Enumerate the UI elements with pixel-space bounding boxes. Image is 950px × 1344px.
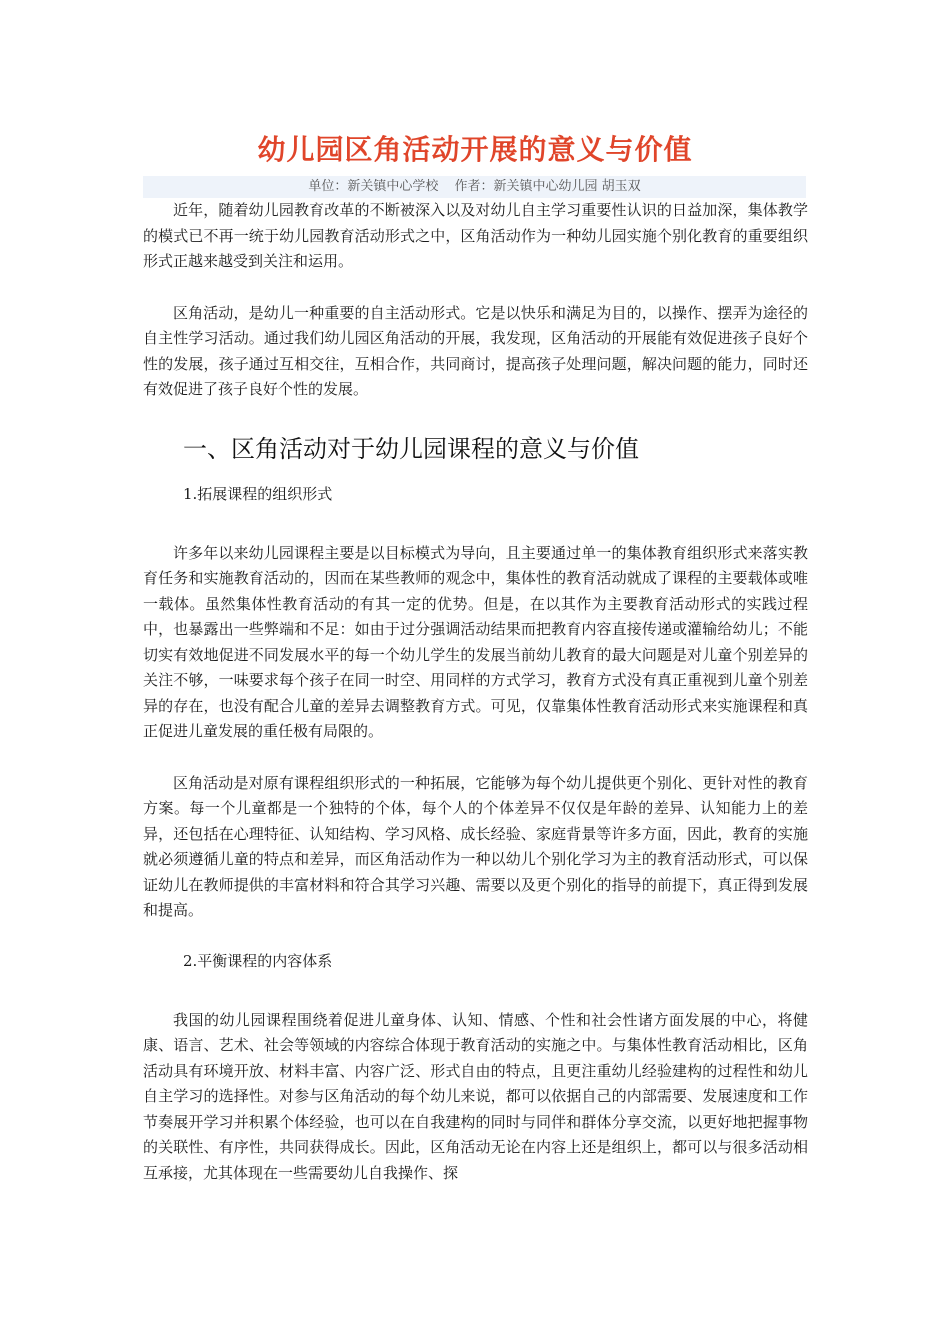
subsection-heading-2: 2.平衡课程的内容体系 <box>183 951 333 970</box>
intro-paragraph-2: 区角活动，是幼儿一种重要的自主活动形式。它是以快乐和满足为目的，以操作、摆弄为途径的自主性学习活动。通过我们幼儿园区角活动的开展，我发现，区角活动的开展能有效促进孩子良好个性的发展，孩子通过互相交往，互相合作，共同商讨，提高孩子处理问题，解决问题的能力，同时还有效促进了孩子良好个性的发展。 <box>143 303 808 398</box>
intro-paragraph-1: 近年，随着幼儿园教育改革的不断被深入以及对幼儿自主学习重要性认识的日益加深，集体教学的模式已不再一统于幼儿园教育活动形式之中，区角活动作为一种幼儿园实施个别化教育的重要组织形式正越来越受到关注和运用。 <box>143 201 808 270</box>
subsection-2-paragraph-1: 我国的幼儿园课程围绕着促进儿童身体、认知、情感、个性和社会性诸方面发展的中心，将健康、语言、艺术、社会等领域的内容综合体现于教育活动的实施之中。与集体性教育活动相比，区角活动具有环境开放、材料丰富、内容广泛、形式自由的特点，且更注重幼儿经验建构的过程性和幼儿自主学习的选择性。对参与区角活动的每个幼儿来说，都可以依据自己的内部需要、发展速度和工作节奏展开学习并积累个体经验，也可以在自我建构的同时与同伴和群体分享交流，以更好地把握事物的关联性、有序性，共同获得成长。因此，区角活动无论在内容上还是组织上，都可以与很多活动相互承接，尤其体现在一些需要幼儿自我操作、探 <box>143 1010 808 1182</box>
author-info-bar <box>143 176 806 198</box>
article-body <box>143 198 808 1212</box>
unit-text: 单位：新关镇中心学校 <box>308 179 439 194</box>
subsection-1-paragraph-2: 区角活动是对原有课程组织形式的一种拓展，它能够为每个幼儿提供更个别化、更针对性的教育方案。每一个儿童都是一个独特的个体，每个人的个体差异不仅仅是年龄的差异、认知能力上的差异，还包括在心理特征、认知结构、学习风格、成长经验、家庭背景等许多方面，因此，教育的实施就必须遵循儿童的特点和差异，而区角活动作为一种以幼儿个别化学习为主的教育活动形式，可以保证幼儿在教师提供的丰富材料和符合其学习兴趣、需要以及更个别化的指导的前提下，真正得到发展和提高。 <box>143 773 808 919</box>
subsection-heading-1: 1.拓展课程的组织形式 <box>183 484 333 503</box>
author-text: 作者：新关镇中心幼儿园 胡玉双 <box>454 179 641 194</box>
document-title: 幼儿园区角活动开展的意义与价值 <box>257 133 693 166</box>
subsection-1-paragraph-1: 许多年以来幼儿园课程主要是以目标模式为导向，且主要通过单一的集体教育组织形式来落实教育任务和实施教育活动的，因而在某些教师的观念中，集体性的教育活动就成了课程的主要载体或唯一载体。虽然集体性教育活动的有其一定的优势。但是，在以其作为主要教育活动形式的实践过程中，也暴露出一些弊端和不足：如由于过分强调活动结果而把教育内容直接传递或灌输给幼儿；不能切实有效地促进不同发展水平的每一个幼儿学生的发展当前幼儿教育的最大问题是对儿童个别差异的关注不够，一味要求每个孩子在同一时空、用同样的方式学习，教育方式没有真正重视到儿童个别差异的存在，也没有配合儿童的差异去调整教育方式。可见，仅靠集体性教育活动形式来实施课程和真正促进儿童发展的重任极有局限的。 <box>143 543 808 740</box>
section-heading-1: 一、区角活动对于幼儿园课程的意义与价值 <box>183 434 639 463</box>
